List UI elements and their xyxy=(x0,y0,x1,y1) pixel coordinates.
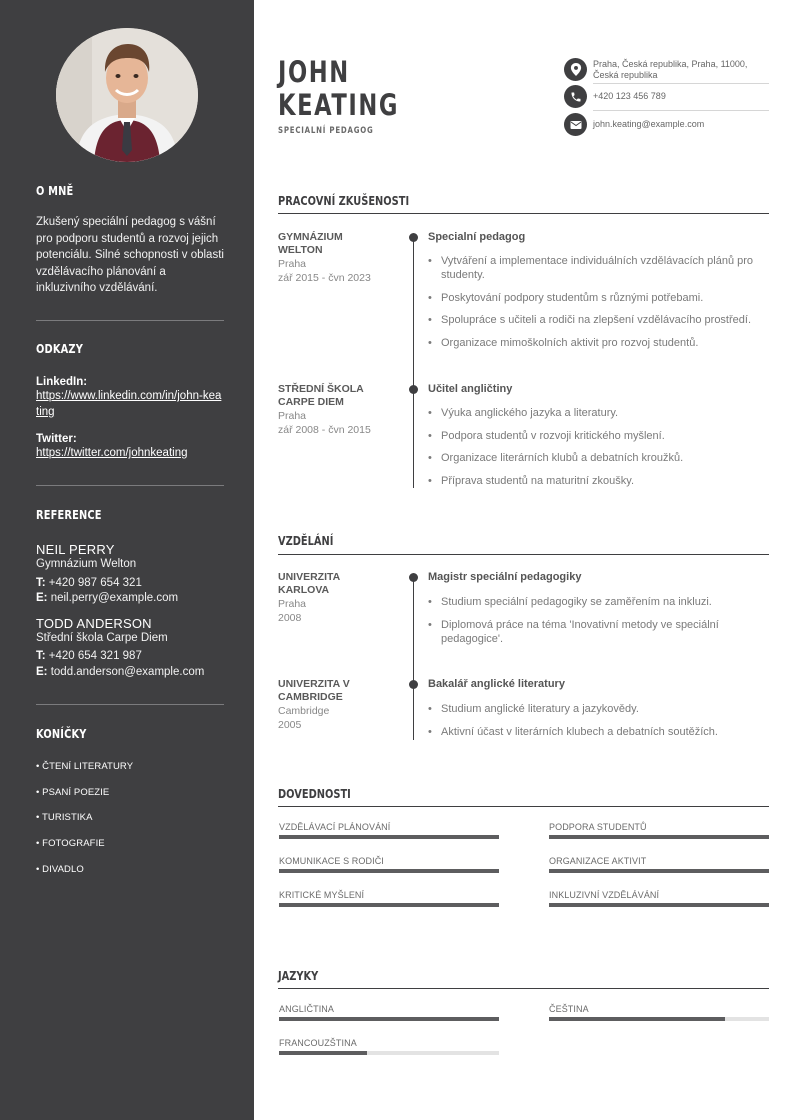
education-org xyxy=(278,678,388,732)
list-item: • Diplomová práce na téma 'Inovativní metody ve speciální pedagogice'. xyxy=(428,618,770,646)
contact-divider xyxy=(593,83,769,84)
reference-phone: +420 654 321 987 xyxy=(48,650,142,662)
org-name: GYMNÁZIUM WELTON xyxy=(278,231,343,256)
experience-org xyxy=(278,231,388,285)
org-city: Praha xyxy=(278,258,307,270)
language-bar-fill xyxy=(549,1017,725,1021)
address-text: Praha, Česká republika, Praha, 11000, Česká republika xyxy=(593,59,748,80)
hobby-item: • FOTOGRAFIE xyxy=(36,838,105,850)
skills-heading: DOVEDNOSTI xyxy=(278,787,351,801)
skill-bar-track xyxy=(549,903,769,907)
list-item: • Poskytování podpory studentům s různými potřebami. xyxy=(428,291,770,305)
twitter-label: Twitter: xyxy=(36,433,77,445)
references-section xyxy=(36,508,224,680)
org-dates: zář 2015 - čvn 2023 xyxy=(278,272,371,284)
language-item xyxy=(279,1004,499,1021)
list-item: • Organizace literárních klubů a debatních kroužků. xyxy=(428,451,770,465)
hobby-item: • ČTENÍ LITERATURY xyxy=(36,761,134,772)
org-city: Cambridge xyxy=(278,705,330,717)
languages-heading: JAZYKY xyxy=(278,969,319,983)
job-title: SPECIALNÍ PEDAGOG xyxy=(278,126,374,136)
list-item: • Podpora studentů v rozvoji kritického myšlení. xyxy=(428,429,770,443)
list-item: • Vytváření a implementace individuálních vzdělávacích plánů pro studenty. xyxy=(428,254,770,282)
email-label: E: xyxy=(36,665,48,678)
language-bar-fill xyxy=(279,1051,367,1055)
section-rule xyxy=(278,988,769,989)
language-bar-track xyxy=(279,1017,499,1021)
timeline-dot xyxy=(409,385,418,394)
location-pin-icon xyxy=(564,58,587,81)
about-section xyxy=(36,184,224,297)
hobbies-heading: KONÍČKY xyxy=(36,727,87,741)
experience-bullets xyxy=(428,406,770,496)
experience-role: Učitel angličtiny xyxy=(428,383,513,395)
reference-email: todd.anderson@example.com xyxy=(50,665,205,678)
linkedin-label: LinkedIn: xyxy=(36,376,88,388)
list-item: • Aktivní účast v literárních klubech a debatních soutěžích. xyxy=(428,725,770,739)
email-icon xyxy=(564,113,587,136)
phone-label: T: xyxy=(36,650,46,662)
email-label: E: xyxy=(36,592,48,604)
org-dates: 2005 xyxy=(278,719,302,731)
skill-label: KRITICKÉ MYŠLENÍ xyxy=(279,890,365,900)
list-item: • Spolupráce s učiteli a rodiči na zlepšení vzdělávacího prostředí. xyxy=(428,313,770,327)
reference-org: Gymnázium Welton xyxy=(36,558,137,570)
list-item: • Studium anglické literatury a jazykovědy. xyxy=(428,702,770,716)
sidebar xyxy=(0,0,254,1120)
reference-item xyxy=(36,616,224,681)
timeline-dot xyxy=(409,680,418,689)
sidebar-divider xyxy=(36,320,224,321)
skill-bar-track xyxy=(279,835,499,839)
language-bar-track xyxy=(279,1051,499,1055)
org-dates: 2008 xyxy=(278,612,302,624)
reference-name: TODD ANDERSON xyxy=(36,615,152,631)
education-degree: Bakalář anglické literatury xyxy=(428,678,565,690)
reference-org: Střední škola Carpe Diem xyxy=(36,631,168,644)
section-rule xyxy=(278,213,769,214)
hobby-item: • DIVADLO xyxy=(36,863,84,875)
first-name: JOHN xyxy=(278,55,350,89)
skill-bar-track xyxy=(549,869,769,873)
experience-role: Specialní pedagog xyxy=(428,231,526,243)
skill-label: VZDĚLÁVACÍ PLÁNOVÁNÍ xyxy=(279,822,391,832)
references-heading: REFERENCE xyxy=(36,508,102,522)
org-city: Praha xyxy=(278,598,307,610)
timeline-dot xyxy=(409,233,418,242)
profile-photo xyxy=(56,28,198,162)
sidebar-divider xyxy=(36,704,224,705)
timeline-dot xyxy=(409,573,418,582)
org-dates: zář 2008 - čvn 2015 xyxy=(278,424,371,436)
list-item: • Příprava studentů na maturitní zkoušky. xyxy=(428,474,770,488)
experience-org xyxy=(278,383,388,437)
reference-phone: +420 987 654 321 xyxy=(48,576,142,589)
skill-label: KOMUNIKACE S RODIČI xyxy=(279,856,384,866)
phone-icon xyxy=(564,85,587,108)
org-name: STŘEDNÍ ŠKOLA CARPE DIEM xyxy=(278,383,364,408)
links-heading: ODKAZY xyxy=(36,342,84,356)
skill-label: ORGANIZACE AKTIVIT xyxy=(549,856,647,866)
language-item xyxy=(549,1004,769,1021)
skill-item xyxy=(549,890,769,907)
email-link[interactable]: john.keating@example.com xyxy=(593,119,705,129)
list-item: • Studium speciální pedagogiky se zaměřením na inkluzi. xyxy=(428,595,770,609)
contact-divider xyxy=(593,110,769,111)
skill-bar-fill xyxy=(279,835,499,839)
section-rule xyxy=(278,806,769,807)
org-name: UNIVERZITA KARLOVA xyxy=(278,571,340,596)
section-rule xyxy=(278,554,769,555)
list-item: • Organizace mimoškolních aktivit pro rozvoj studentů. xyxy=(428,336,770,350)
skill-item xyxy=(549,856,769,873)
phone-text: +420 123 456 789 xyxy=(593,91,666,101)
last-name: KEATING xyxy=(278,88,399,122)
skill-bar-fill xyxy=(549,869,769,873)
skill-item xyxy=(279,822,499,839)
hobby-item: • PSANÍ POEZIE xyxy=(36,786,110,798)
linkedin-link[interactable]: https://www.linkedin.com/in/john-keating xyxy=(36,390,222,418)
phone-label: T: xyxy=(36,576,46,589)
skill-label: PODPORA STUDENTŮ xyxy=(549,822,647,832)
portrait-illustration xyxy=(56,28,198,162)
education-timeline xyxy=(413,576,414,740)
about-text: Zkušený speciální pedagog s vášní pro podporu studentů a rozvoj jejich potenciálu. Silné schopnosti v oblasti vzdělávacího plánování a inkluzivního vzdělávání. xyxy=(36,216,224,294)
language-label: ČEŠTINA xyxy=(549,1004,589,1014)
candidate-name xyxy=(278,56,399,122)
reference-name: NEIL PERRY xyxy=(36,542,115,557)
skill-item xyxy=(279,856,499,873)
skill-bar-fill xyxy=(549,835,769,839)
about-heading: O MNĚ xyxy=(36,184,74,198)
org-name: UNIVERZITA V CAMBRIDGE xyxy=(278,678,350,703)
education-degree: Magistr speciální pedagogiky xyxy=(428,571,582,583)
skill-bar-fill xyxy=(279,869,499,873)
list-item: • Výuka anglického jazyka a literatury. xyxy=(428,406,770,420)
hobbies-section xyxy=(36,727,224,889)
education-org xyxy=(278,571,388,625)
education-bullets xyxy=(428,702,770,747)
org-city: Praha xyxy=(278,410,307,422)
skill-item xyxy=(279,890,499,907)
skill-bar-track xyxy=(549,835,769,839)
skill-bar-track xyxy=(279,903,499,907)
hobby-item: • TURISTIKA xyxy=(36,812,93,824)
language-label: ANGLIČTINA xyxy=(279,1004,335,1014)
education-bullets xyxy=(428,595,770,654)
skill-bar-fill xyxy=(279,903,499,907)
language-bar-fill xyxy=(279,1017,499,1021)
reference-email: neil.perry@example.com xyxy=(50,592,179,604)
sidebar-divider xyxy=(36,485,224,486)
experience-heading: PRACOVNÍ ZKUŠENOSTI xyxy=(278,194,410,208)
skill-bar-fill xyxy=(549,903,769,907)
language-label: FRANCOUZŠTINA xyxy=(279,1038,357,1048)
skill-bar-track xyxy=(279,869,499,873)
education-heading: VZDĚLÁNÍ xyxy=(278,534,334,548)
twitter-link[interactable]: https://twitter.com/johnkeating xyxy=(36,447,188,459)
skill-label: INKLUZIVNÍ VZDĚLÁVÁNÍ xyxy=(549,890,660,900)
links-section xyxy=(36,342,224,462)
reference-item xyxy=(36,542,224,607)
experience-bullets xyxy=(428,254,770,358)
experience-timeline xyxy=(413,236,414,488)
skill-item xyxy=(549,822,769,839)
language-bar-track xyxy=(549,1017,769,1021)
language-item xyxy=(279,1038,499,1055)
